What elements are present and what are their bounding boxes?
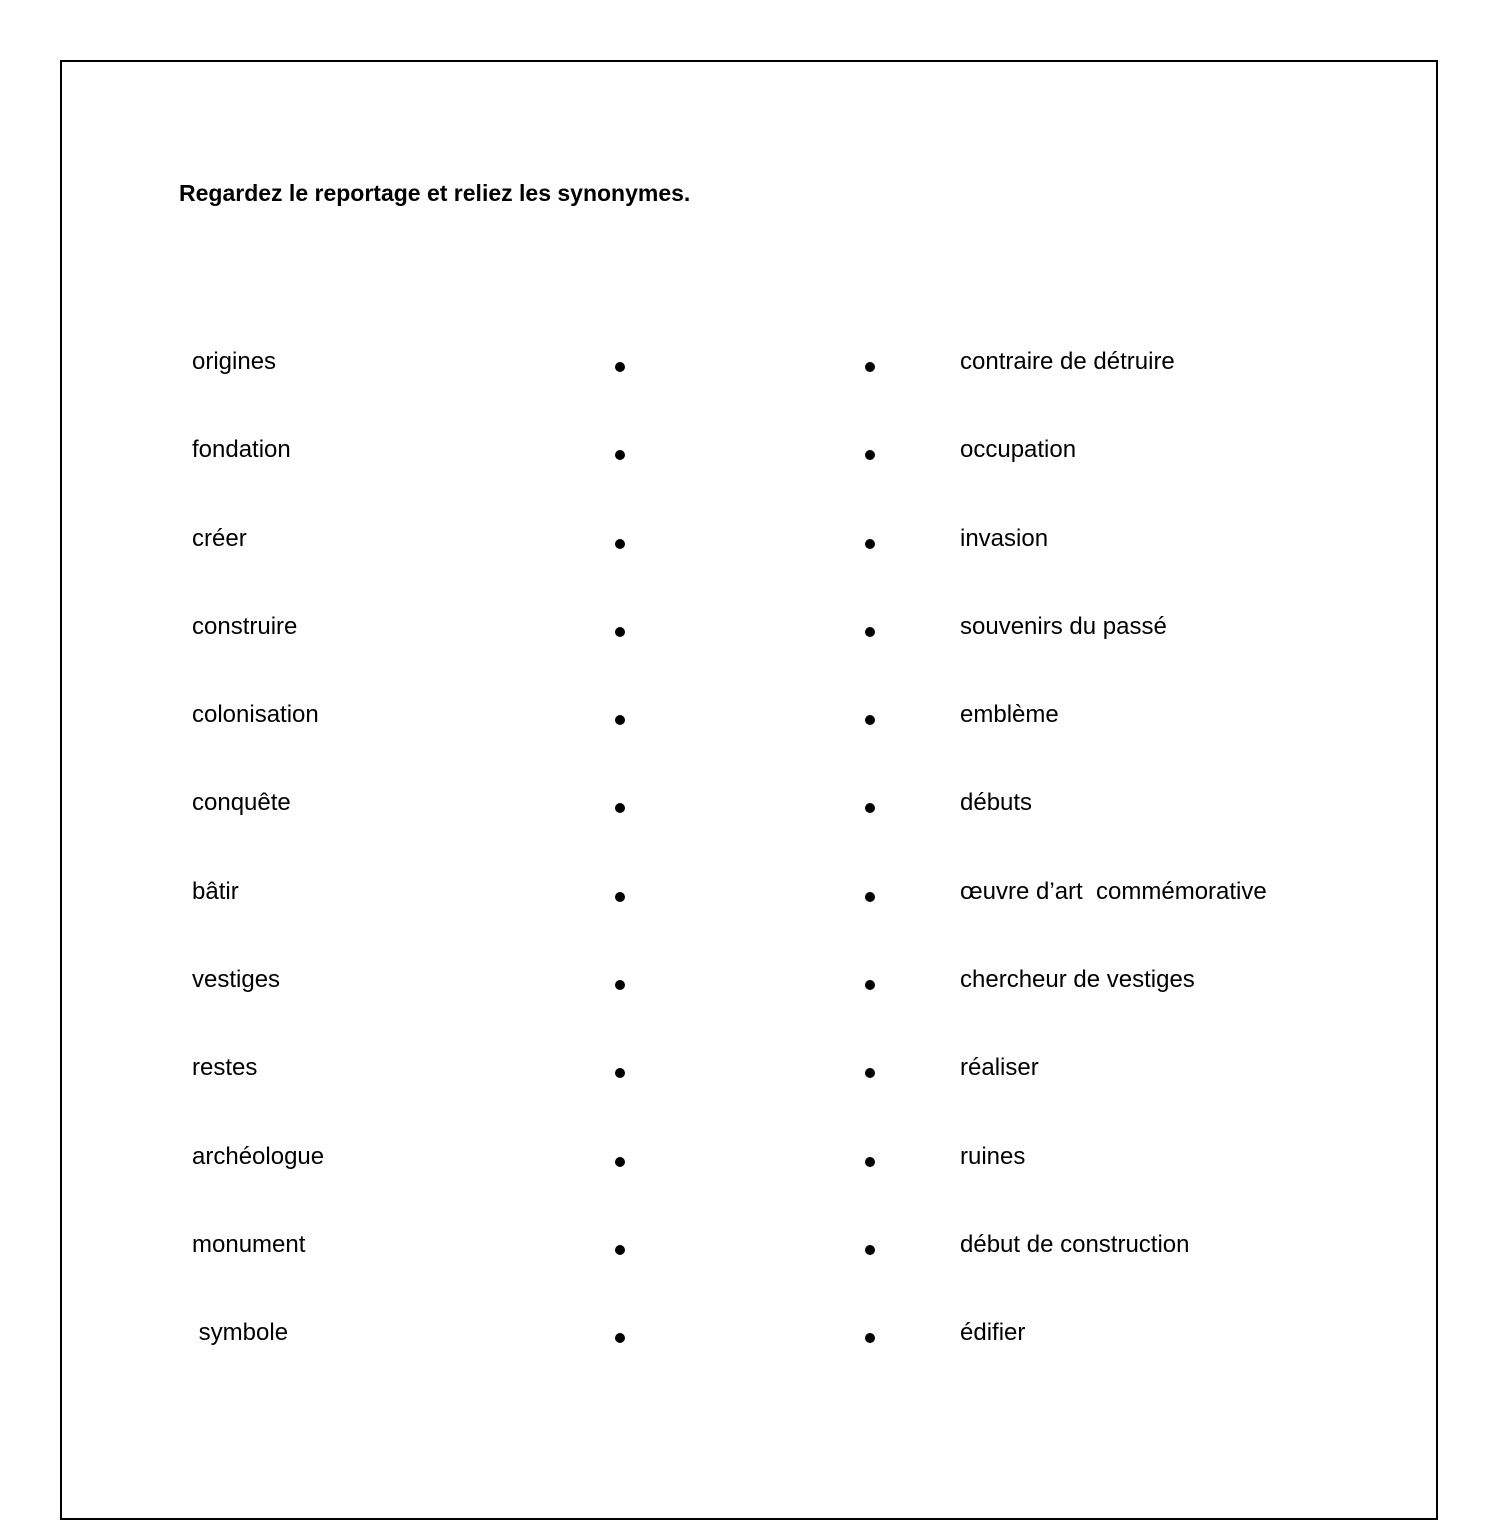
match-row [0,1117,1500,1205]
right-connector-dot[interactable] [865,803,875,813]
left-connector-dot[interactable] [615,1157,625,1167]
left-connector-dot[interactable] [615,980,625,990]
left-word: symbole [192,1319,289,1347]
left-connector-dot[interactable] [615,539,625,549]
right-word: débuts [960,789,1033,817]
left-word: archéologue [192,1142,325,1170]
match-row [0,1293,1500,1381]
left-word: restes [192,1054,258,1082]
left-connector-dot[interactable] [615,715,625,725]
left-word: colonisation [192,701,319,729]
matching-exercise [0,322,1500,1382]
match-row [0,410,1500,498]
left-connector-dot[interactable] [615,627,625,637]
match-row [0,587,1500,675]
right-connector-dot[interactable] [865,362,875,372]
right-connector-dot[interactable] [865,1333,875,1343]
match-row [0,940,1500,1028]
right-connector-dot[interactable] [865,1157,875,1167]
match-row [0,675,1500,763]
right-word: occupation [960,436,1077,464]
right-word: souvenirs du passé [960,612,1167,640]
match-row [0,499,1500,587]
left-connector-dot[interactable] [615,803,625,813]
left-connector-dot[interactable] [615,1245,625,1255]
match-row [0,1028,1500,1116]
right-word: ruines [960,1142,1026,1170]
left-connector-dot[interactable] [615,1068,625,1078]
left-word: vestiges [192,966,281,994]
left-connector-dot[interactable] [615,362,625,372]
right-word: invasion [960,524,1049,552]
left-word: monument [192,1230,306,1258]
left-connector-dot[interactable] [615,892,625,902]
right-connector-dot[interactable] [865,1245,875,1255]
right-connector-dot[interactable] [865,892,875,902]
right-word: chercheur de vestiges [960,966,1195,994]
left-word: construire [192,612,298,640]
right-connector-dot[interactable] [865,539,875,549]
right-word: emblème [960,701,1059,729]
right-connector-dot[interactable] [865,1068,875,1078]
left-connector-dot[interactable] [615,450,625,460]
right-word: œuvre d’art commémorative [960,877,1267,905]
right-connector-dot[interactable] [865,627,875,637]
right-connector-dot[interactable] [865,980,875,990]
right-word: édifier [960,1319,1026,1347]
left-word: bâtir [192,877,239,905]
left-word: conquête [192,789,291,817]
left-word: créer [192,524,247,552]
right-word: réaliser [960,1054,1039,1082]
left-word: fondation [192,436,291,464]
right-word: début de construction [960,1230,1190,1258]
right-connector-dot[interactable] [865,715,875,725]
match-row [0,852,1500,940]
right-word: contraire de détruire [960,348,1175,375]
match-row [0,763,1500,851]
right-connector-dot[interactable] [865,450,875,460]
left-connector-dot[interactable] [615,1333,625,1343]
match-row [0,1205,1500,1293]
exercise-instruction: Regardez le reportage et reliez les synonymes. [179,180,691,206]
match-row [0,322,1500,410]
left-word: origines [192,348,277,375]
